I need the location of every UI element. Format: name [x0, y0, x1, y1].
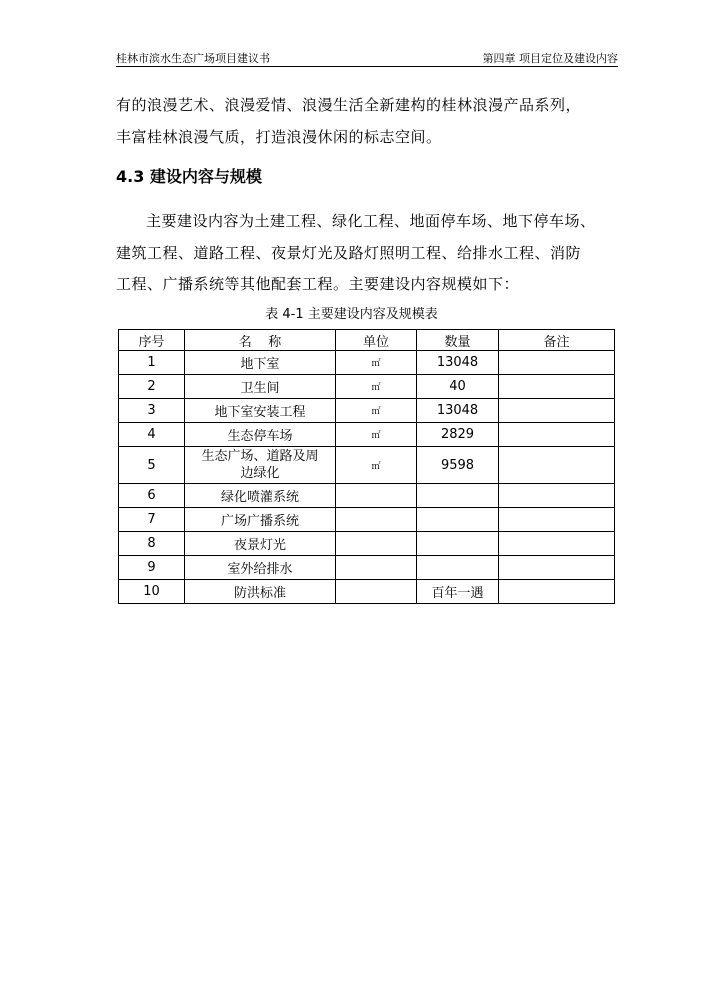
cell-qty: 13048	[417, 399, 499, 423]
cell-no: 9	[119, 556, 185, 580]
table-header-row	[119, 330, 615, 351]
table-row	[119, 508, 615, 532]
cell-qty: 9598	[417, 447, 499, 484]
construction-scale-table	[118, 329, 615, 604]
section-heading: 4.3 建设内容与规模	[116, 167, 262, 186]
cell-name: 绿化喷灌系统	[185, 484, 336, 508]
table-row	[119, 375, 615, 399]
paragraph-line: 工程、广播系统等其他配套工程。主要建设内容规模如下：	[116, 275, 520, 293]
table-row	[119, 484, 615, 508]
cell-unit	[336, 580, 417, 604]
cell-note	[499, 375, 615, 399]
cell-no: 2	[119, 375, 185, 399]
cell-name: 地下室	[185, 351, 336, 375]
table-row	[119, 447, 615, 484]
cell-name: 广场广播系统	[185, 508, 336, 532]
cell-name: 地下室安装工程	[185, 399, 336, 423]
paragraph-line: 丰富桂林浪漫气质，打造浪漫休闲的标志空间。	[116, 128, 442, 146]
table-caption: 表 4-1 主要建设内容及规模表	[265, 307, 438, 322]
cell-name-line: 边绿化	[240, 466, 280, 481]
cell-note	[499, 508, 615, 532]
cell-unit: ㎡	[336, 399, 417, 423]
cell-unit: ㎡	[336, 423, 417, 447]
cell-qty	[417, 532, 499, 556]
cell-name-line: 生态广场、道路及周	[201, 449, 319, 464]
cell-name: 夜景灯光	[185, 532, 336, 556]
cell-note	[499, 556, 615, 580]
cell-note	[499, 399, 615, 423]
cell-unit	[336, 532, 417, 556]
cell-qty	[417, 484, 499, 508]
cell-no: 3	[119, 399, 185, 423]
cell-unit	[336, 508, 417, 532]
cell-name	[185, 447, 336, 484]
cell-note	[499, 484, 615, 508]
cell-unit: ㎡	[336, 375, 417, 399]
cell-unit	[336, 556, 417, 580]
cell-no: 10	[119, 580, 185, 604]
table-row	[119, 399, 615, 423]
paragraph-line: 主要建设内容为土建工程、绿化工程、地面停车场、地下停车场、	[146, 212, 596, 230]
cell-qty: 13048	[417, 351, 499, 375]
header-document-title: 桂林市滨水生态广场项目建议书	[116, 52, 270, 65]
header-cell-qty: 数量	[417, 330, 499, 351]
cell-note	[499, 532, 615, 556]
cell-no: 5	[119, 447, 185, 484]
cell-unit	[336, 484, 417, 508]
table-row	[119, 423, 615, 447]
cell-qty	[417, 556, 499, 580]
cell-unit: ㎡	[336, 447, 417, 484]
cell-no: 7	[119, 508, 185, 532]
cell-qty: 百年一遇	[417, 580, 499, 604]
cell-qty	[417, 508, 499, 532]
cell-name: 防洪标准	[185, 580, 336, 604]
cell-unit: ㎡	[336, 351, 417, 375]
header-cell-no: 序号	[119, 330, 185, 351]
table-row	[119, 580, 615, 604]
table-row	[119, 532, 615, 556]
cell-no: 1	[119, 351, 185, 375]
header-chapter-title: 第四章 项目定位及建设内容	[482, 52, 618, 65]
cell-no: 8	[119, 532, 185, 556]
cell-name: 室外给排水	[185, 556, 336, 580]
cell-qty: 40	[417, 375, 499, 399]
cell-note	[499, 423, 615, 447]
cell-name: 卫生间	[185, 375, 336, 399]
page-header	[116, 48, 618, 67]
table-row	[119, 556, 615, 580]
cell-note	[499, 351, 615, 375]
paragraph-line: 建筑工程、道路工程、夜景灯光及路灯照明工程、给排水工程、消防	[116, 244, 582, 262]
table-row	[119, 351, 615, 375]
header-cell-unit: 单位	[336, 330, 417, 351]
cell-name: 生态停车场	[185, 423, 336, 447]
paragraph-line: 有的浪漫艺术、浪漫爱情、浪漫生活全新建构的桂林浪漫产品系列，	[116, 96, 582, 114]
header-cell-note: 备注	[499, 330, 615, 351]
cell-no: 6	[119, 484, 185, 508]
cell-note	[499, 447, 615, 484]
cell-no: 4	[119, 423, 185, 447]
cell-note	[499, 580, 615, 604]
cell-qty: 2829	[417, 423, 499, 447]
header-cell-name: 名 称	[185, 330, 336, 351]
